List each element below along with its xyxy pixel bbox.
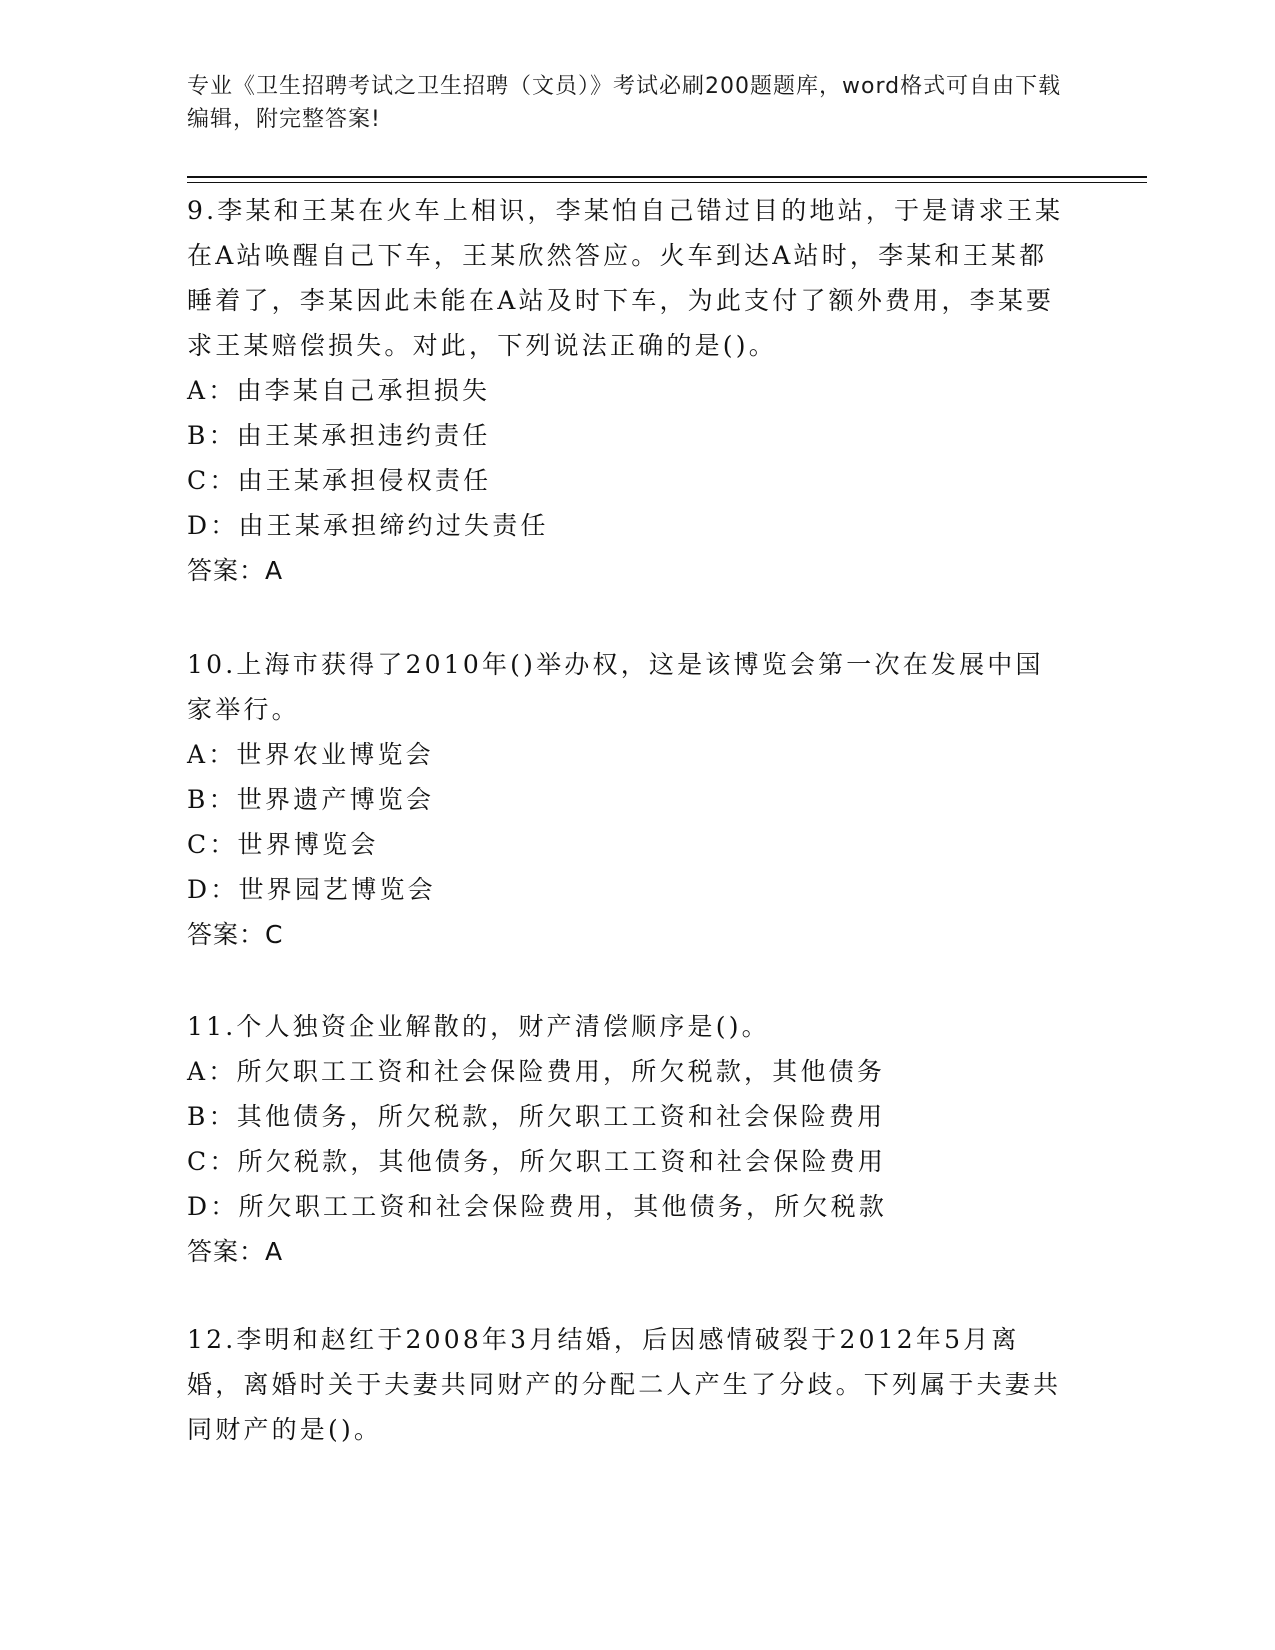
question-10	[187, 642, 1067, 957]
document-header: 专业《卫生招聘考试之卫生招聘（文员）》考试必刷200题题库，word格式可自由下载编辑，附完整答案!	[187, 74, 1062, 132]
answer: 答案：A	[187, 1237, 284, 1266]
header-divider	[187, 176, 1147, 178]
answer: 答案：A	[187, 556, 284, 585]
option-a: A：所欠职工工资和社会保险费用，所欠税款，其他债务	[187, 1057, 886, 1086]
option-a: A：世界农业博览会	[187, 740, 434, 769]
question-12	[187, 1317, 1067, 1452]
option-d: D：由王某承担缔约过失责任	[187, 511, 549, 540]
option-b: B：世界遗产博览会	[187, 785, 435, 814]
question-text: 12.李明和赵红于2008年3月结婚，后因感情破裂于2012年5月离婚，离婚时关于夫妻共同财产的分配二人产生了分歧。下列属于夫妻共同财产的是()。	[187, 1325, 1062, 1444]
question-11	[187, 1004, 1067, 1274]
question-text: 10.上海市获得了2010年()举办权，这是该博览会第一次在发展中国家举行。	[187, 650, 1044, 724]
option-b: B：由王某承担违约责任	[187, 421, 491, 450]
option-d: D：世界园艺博览会	[187, 875, 436, 904]
question-text: 9.李某和王某在火车上相识，李某怕自己错过目的地站，于是请求王某在A站唤醒自己下车，王某欣然答应。火车到达A站时，李某和王某都睡着了，李某因此未能在A站及时下车，为此支付了额外费用，李某要求王某赔偿损失。对此，下列说法正确的是()。	[187, 196, 1064, 360]
option-c: C：由王某承担侵权责任	[187, 466, 492, 495]
option-c: C：所欠税款，其他债务，所欠职工工资和社会保险费用	[187, 1147, 887, 1176]
option-a: A：由李某自己承担损失	[187, 376, 491, 405]
question-9	[187, 188, 1067, 593]
header-divider-thin	[187, 182, 1147, 183]
option-b: B：其他债务，所欠税款，所欠职工工资和社会保险费用	[187, 1102, 886, 1131]
option-c: C：世界博览会	[187, 830, 379, 859]
question-text: 11.个人独资企业解散的，财产清偿顺序是()。	[187, 1012, 770, 1041]
option-d: D：所欠职工工资和社会保险费用，其他债务，所欠税款	[187, 1192, 888, 1221]
answer: 答案：C	[187, 920, 284, 949]
